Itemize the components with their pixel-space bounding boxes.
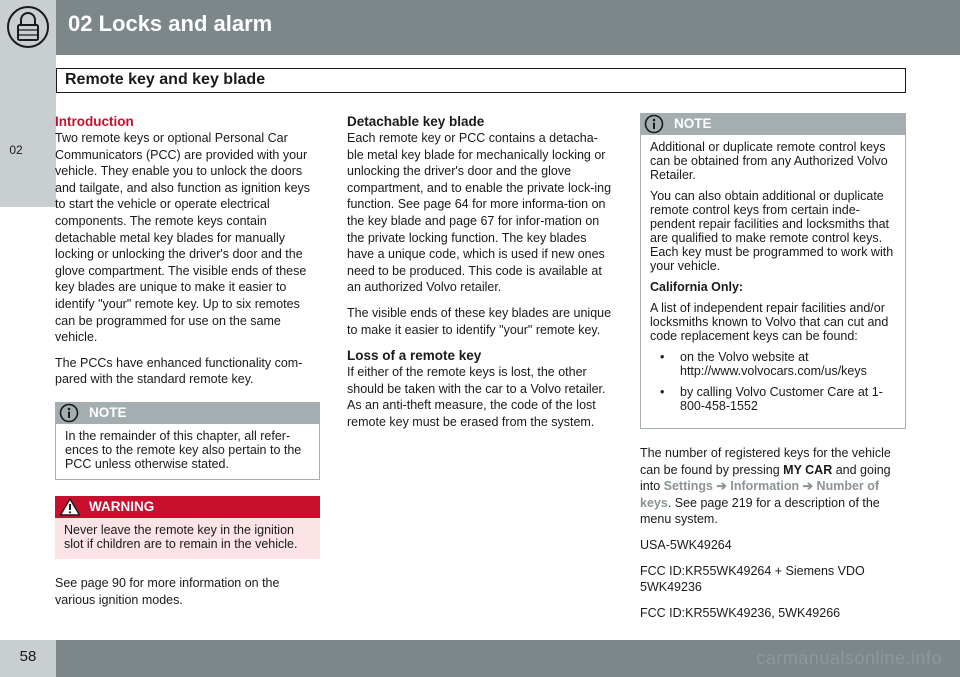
contact-list: [650, 350, 896, 413]
note-paragraph-2: You can also obtain additional or duplicate remote control keys from certain inde-pendent repair facilities and locksmiths that are qualified to make remote control keys. Each key must be programmed to work with your vehicle.: [650, 189, 894, 273]
usa-id: USA-5WK49264: [640, 537, 732, 552]
intro-paragraph-2: The PCCs have enhanced functionality com-pared with the standard remote key.: [55, 355, 303, 387]
menu-path: Settings ➔ Information ➔ Number of keys: [640, 479, 880, 510]
note-label: NOTE: [89, 404, 127, 420]
ignition-modes-paragraph: See page 90 for more information on the various ignition modes.: [55, 575, 280, 607]
column-3: [640, 113, 906, 630]
warning-label: WARNING: [89, 498, 155, 514]
note-box-2: [640, 113, 906, 429]
chapter-side-tab: [0, 55, 56, 207]
chapter-icon-box: [0, 0, 56, 55]
key-blade-paragraph-2: The visible ends of these key blades are unique to make it easier to identify "your" remote key.: [347, 305, 612, 337]
loss-paragraph: If either of the remote keys is lost, the other should be taken with the car to a Volvo retailer. As an anti-theft measure, the code of the lost remote key must be erased from the system.: [347, 365, 606, 429]
warning-triangle-icon: [59, 497, 81, 517]
introduction-heading: Introduction: [55, 114, 134, 129]
note-label: NOTE: [674, 116, 712, 131]
watermark: carmanualsonline.info: [756, 648, 942, 668]
detachable-key-blade-heading: Detachable key blade: [347, 114, 485, 129]
section-title-bar: [56, 68, 906, 93]
fcc-id-2: FCC ID:KR55WK49236, 5WK49266: [640, 605, 841, 620]
warning-header: [55, 496, 320, 518]
column-1: [55, 113, 320, 617]
column-2: [347, 113, 613, 440]
padlock-icon: [6, 5, 50, 49]
intro-paragraph-1: Two remote keys or optional Personal Car Communicators (PCC) are provided with your vehicle. They enable you to unlock the doors and tailgate, and also function as ignition keys to start the vehicle or operate electrical components. The remote keys contain detachable metal key blades for manually locking or unlocking the driver's door and the glove compartment. The visible ends of these key blades are unique to make it easier to identify "your" remote key. Up to six remotes can be programmed for use on the same vehicle.: [55, 131, 311, 345]
list-item: • on the Volvo website at http://www.volvocars.com/us/keys: [660, 350, 867, 378]
section-title: Remote key and key blade: [65, 71, 266, 88]
note-body: [640, 135, 906, 429]
note-paragraph-4: A list of independent repair facilities and/or locksmiths known to Volvo that can cut and code replacement keys can be found:: [650, 301, 889, 343]
chapter-title: 02 Locks and alarm: [68, 11, 273, 36]
warning-box: [55, 496, 320, 559]
side-tab-label: 02: [9, 143, 23, 157]
list-item: • by calling Volvo Customer Care at 1-800-458-1552: [660, 385, 883, 413]
note-paragraph-1: Additional or duplicate remote control keys can be obtained from any Authorized Volvo Retailer.: [650, 140, 888, 182]
info-icon: [644, 114, 664, 134]
note-header: [640, 113, 906, 135]
page-number: 58: [19, 648, 37, 665]
note-box-1: [55, 402, 320, 480]
registered-keys-paragraph: The number of registered keys for the vehicle can be found by pressing MY CAR and going into Settings ➔ Information ➔ Number of keys. See page 219 for a description of the menu system.: [640, 446, 891, 527]
info-icon: [59, 403, 79, 423]
key-blade-paragraph-1: Each remote key or PCC contains a detacha-ble metal key blade for mechanically locking or unlocking the driver's door and the glove compartment, and to enable the private lock-ing function. See page 64 for more informa-tion on the key blade and page 67 for infor-mation on the private locking function. The key blades have a unique code, which is used if new ones need to be produced. This code is available at an authorized Volvo retailer.: [347, 131, 612, 295]
fcc-id-1: FCC ID:KR55WK49264 + Siemens VDO 5WK49236: [640, 563, 865, 595]
loss-of-remote-key-heading: Loss of a remote key: [347, 348, 482, 364]
warning-text: Never leave the remote key in the ignition slot if children are to remain in the vehicle.: [55, 518, 320, 559]
note-header: [55, 402, 320, 424]
note-text: In the remainder of this chapter, all refer-ences to the remote key also pertain to the PCC unless otherwise stated.: [55, 424, 320, 480]
note-paragraph-california: California Only:: [650, 280, 744, 294]
